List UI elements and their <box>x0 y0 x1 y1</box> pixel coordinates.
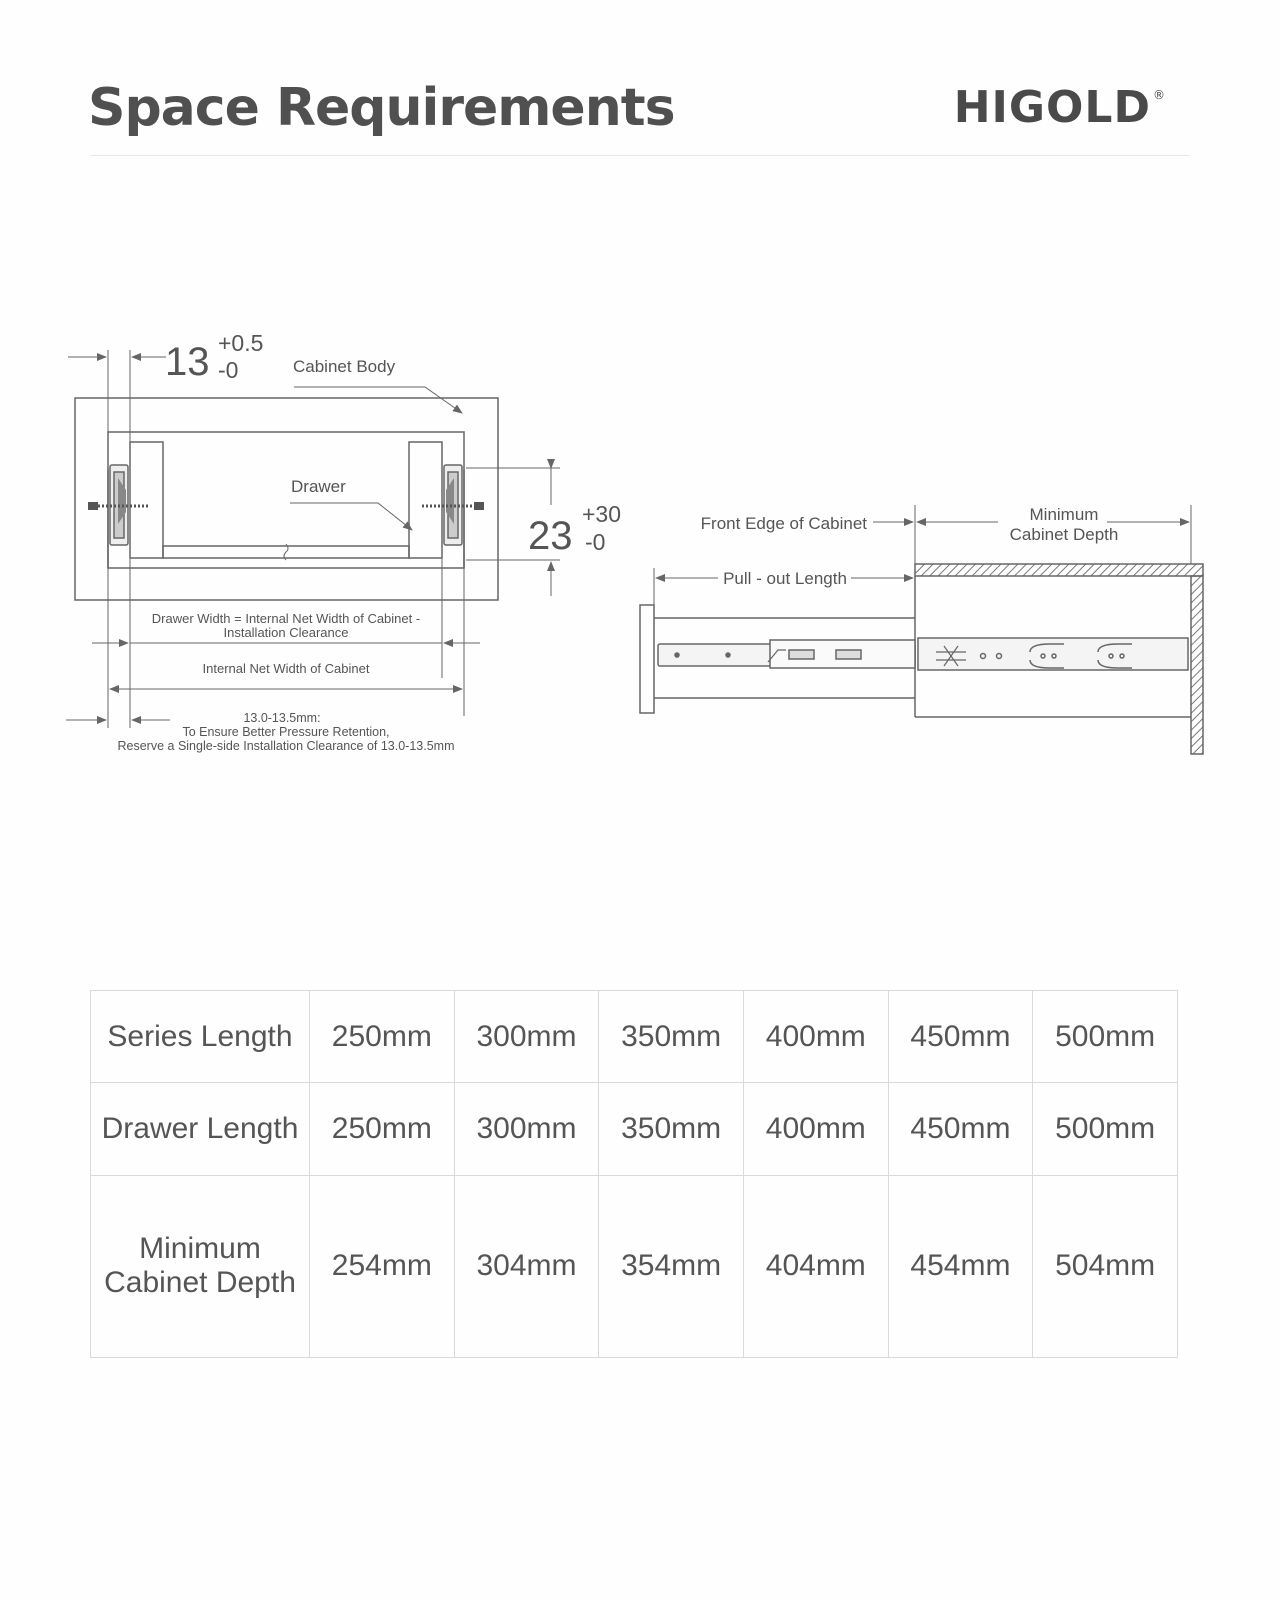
cabinet-body-label: Cabinet Body <box>293 357 396 376</box>
internal-width-label: Internal Net Width of Cabinet <box>202 661 370 676</box>
height-tolerance-minus: -0 <box>585 529 606 555</box>
table-cell: 450mm <box>888 991 1033 1083</box>
title-divider <box>90 155 1190 156</box>
right-slide-rail <box>422 465 484 545</box>
table-cell: 300mm <box>454 991 599 1083</box>
cabinet-body-outline <box>75 398 498 600</box>
table-cell: 350mm <box>599 1083 744 1175</box>
table-row <box>91 1175 1178 1357</box>
height-dimension-value: 23 <box>528 514 573 558</box>
space-requirements-table <box>90 990 1178 1358</box>
drawer-label: Drawer <box>291 477 346 496</box>
brand-logo <box>954 82 1164 133</box>
drawer-width-formula-line2: Installation Clearance <box>223 625 349 640</box>
installation-diagram <box>0 300 1280 780</box>
table-cell: 504mm <box>1033 1175 1178 1357</box>
table-cell: 304mm <box>454 1175 599 1357</box>
table-row <box>91 1083 1178 1175</box>
table-row <box>91 991 1178 1083</box>
clearance-note-line2: To Ensure Better Pressure Retention, <box>182 725 390 739</box>
row-header-cell <box>91 991 310 1083</box>
table-cell: 354mm <box>599 1175 744 1357</box>
clearance-note-line1: 13.0-13.5mm: <box>243 711 321 725</box>
table-cell: 404mm <box>743 1175 888 1357</box>
gap-tolerance-minus: -0 <box>218 357 239 383</box>
gap-dimension-value: 13 <box>165 340 210 384</box>
gap-tolerance-plus: +0.5 <box>218 330 264 356</box>
cabinet-back-hatched <box>1191 576 1203 754</box>
height-tolerance-plus: +30 <box>582 501 622 527</box>
page-title: Space Requirements <box>88 78 675 138</box>
table-body <box>91 991 1178 1358</box>
drawer-right-side <box>409 442 442 558</box>
side-slide-rail <box>658 638 1188 670</box>
side-view-diagram <box>640 505 1203 754</box>
table-cell: 250mm <box>310 991 455 1083</box>
brand-name: HIGOLD <box>953 82 1151 133</box>
row-header-label: Minimum <box>139 1232 261 1266</box>
front-edge-label: Front Edge of Cabinet <box>700 514 867 533</box>
table-cell: 254mm <box>310 1175 455 1357</box>
table-cell: 500mm <box>1033 991 1178 1083</box>
table-cell: 250mm <box>310 1083 455 1175</box>
row-header-cell <box>91 1083 310 1175</box>
min-depth-label-line2: Cabinet Depth <box>1009 525 1119 544</box>
drawer-front-panel <box>640 605 654 713</box>
pull-out-length-label: Pull - out Length <box>723 569 847 588</box>
table-cell: 454mm <box>888 1175 1033 1357</box>
row-header-label: Cabinet Depth <box>104 1266 296 1300</box>
cabinet-top-hatched <box>915 564 1203 576</box>
drawer-width-formula-line1: Drawer Width = Internal Net Width of Cabinet - <box>151 611 421 626</box>
table-cell: 500mm <box>1033 1083 1178 1175</box>
table-cell: 450mm <box>888 1083 1033 1175</box>
row-header-label: Series Length <box>107 1019 293 1053</box>
min-depth-label-line1: Minimum <box>1029 505 1099 524</box>
table-cell: 350mm <box>599 991 744 1083</box>
clearance-note-line3: Reserve a Single-side Installation Clearance of 13.0-13.5mm <box>117 739 455 753</box>
drawer-left-side <box>130 442 163 558</box>
registered-mark: ® <box>1153 88 1166 102</box>
cabinet-inner-outline <box>108 432 464 568</box>
left-slide-rail <box>88 465 150 545</box>
row-header-label: Drawer Length <box>101 1112 299 1146</box>
table-cell: 400mm <box>743 991 888 1083</box>
table-cell: 400mm <box>743 1083 888 1175</box>
row-header-cell <box>91 1175 310 1357</box>
table-cell: 300mm <box>454 1083 599 1175</box>
